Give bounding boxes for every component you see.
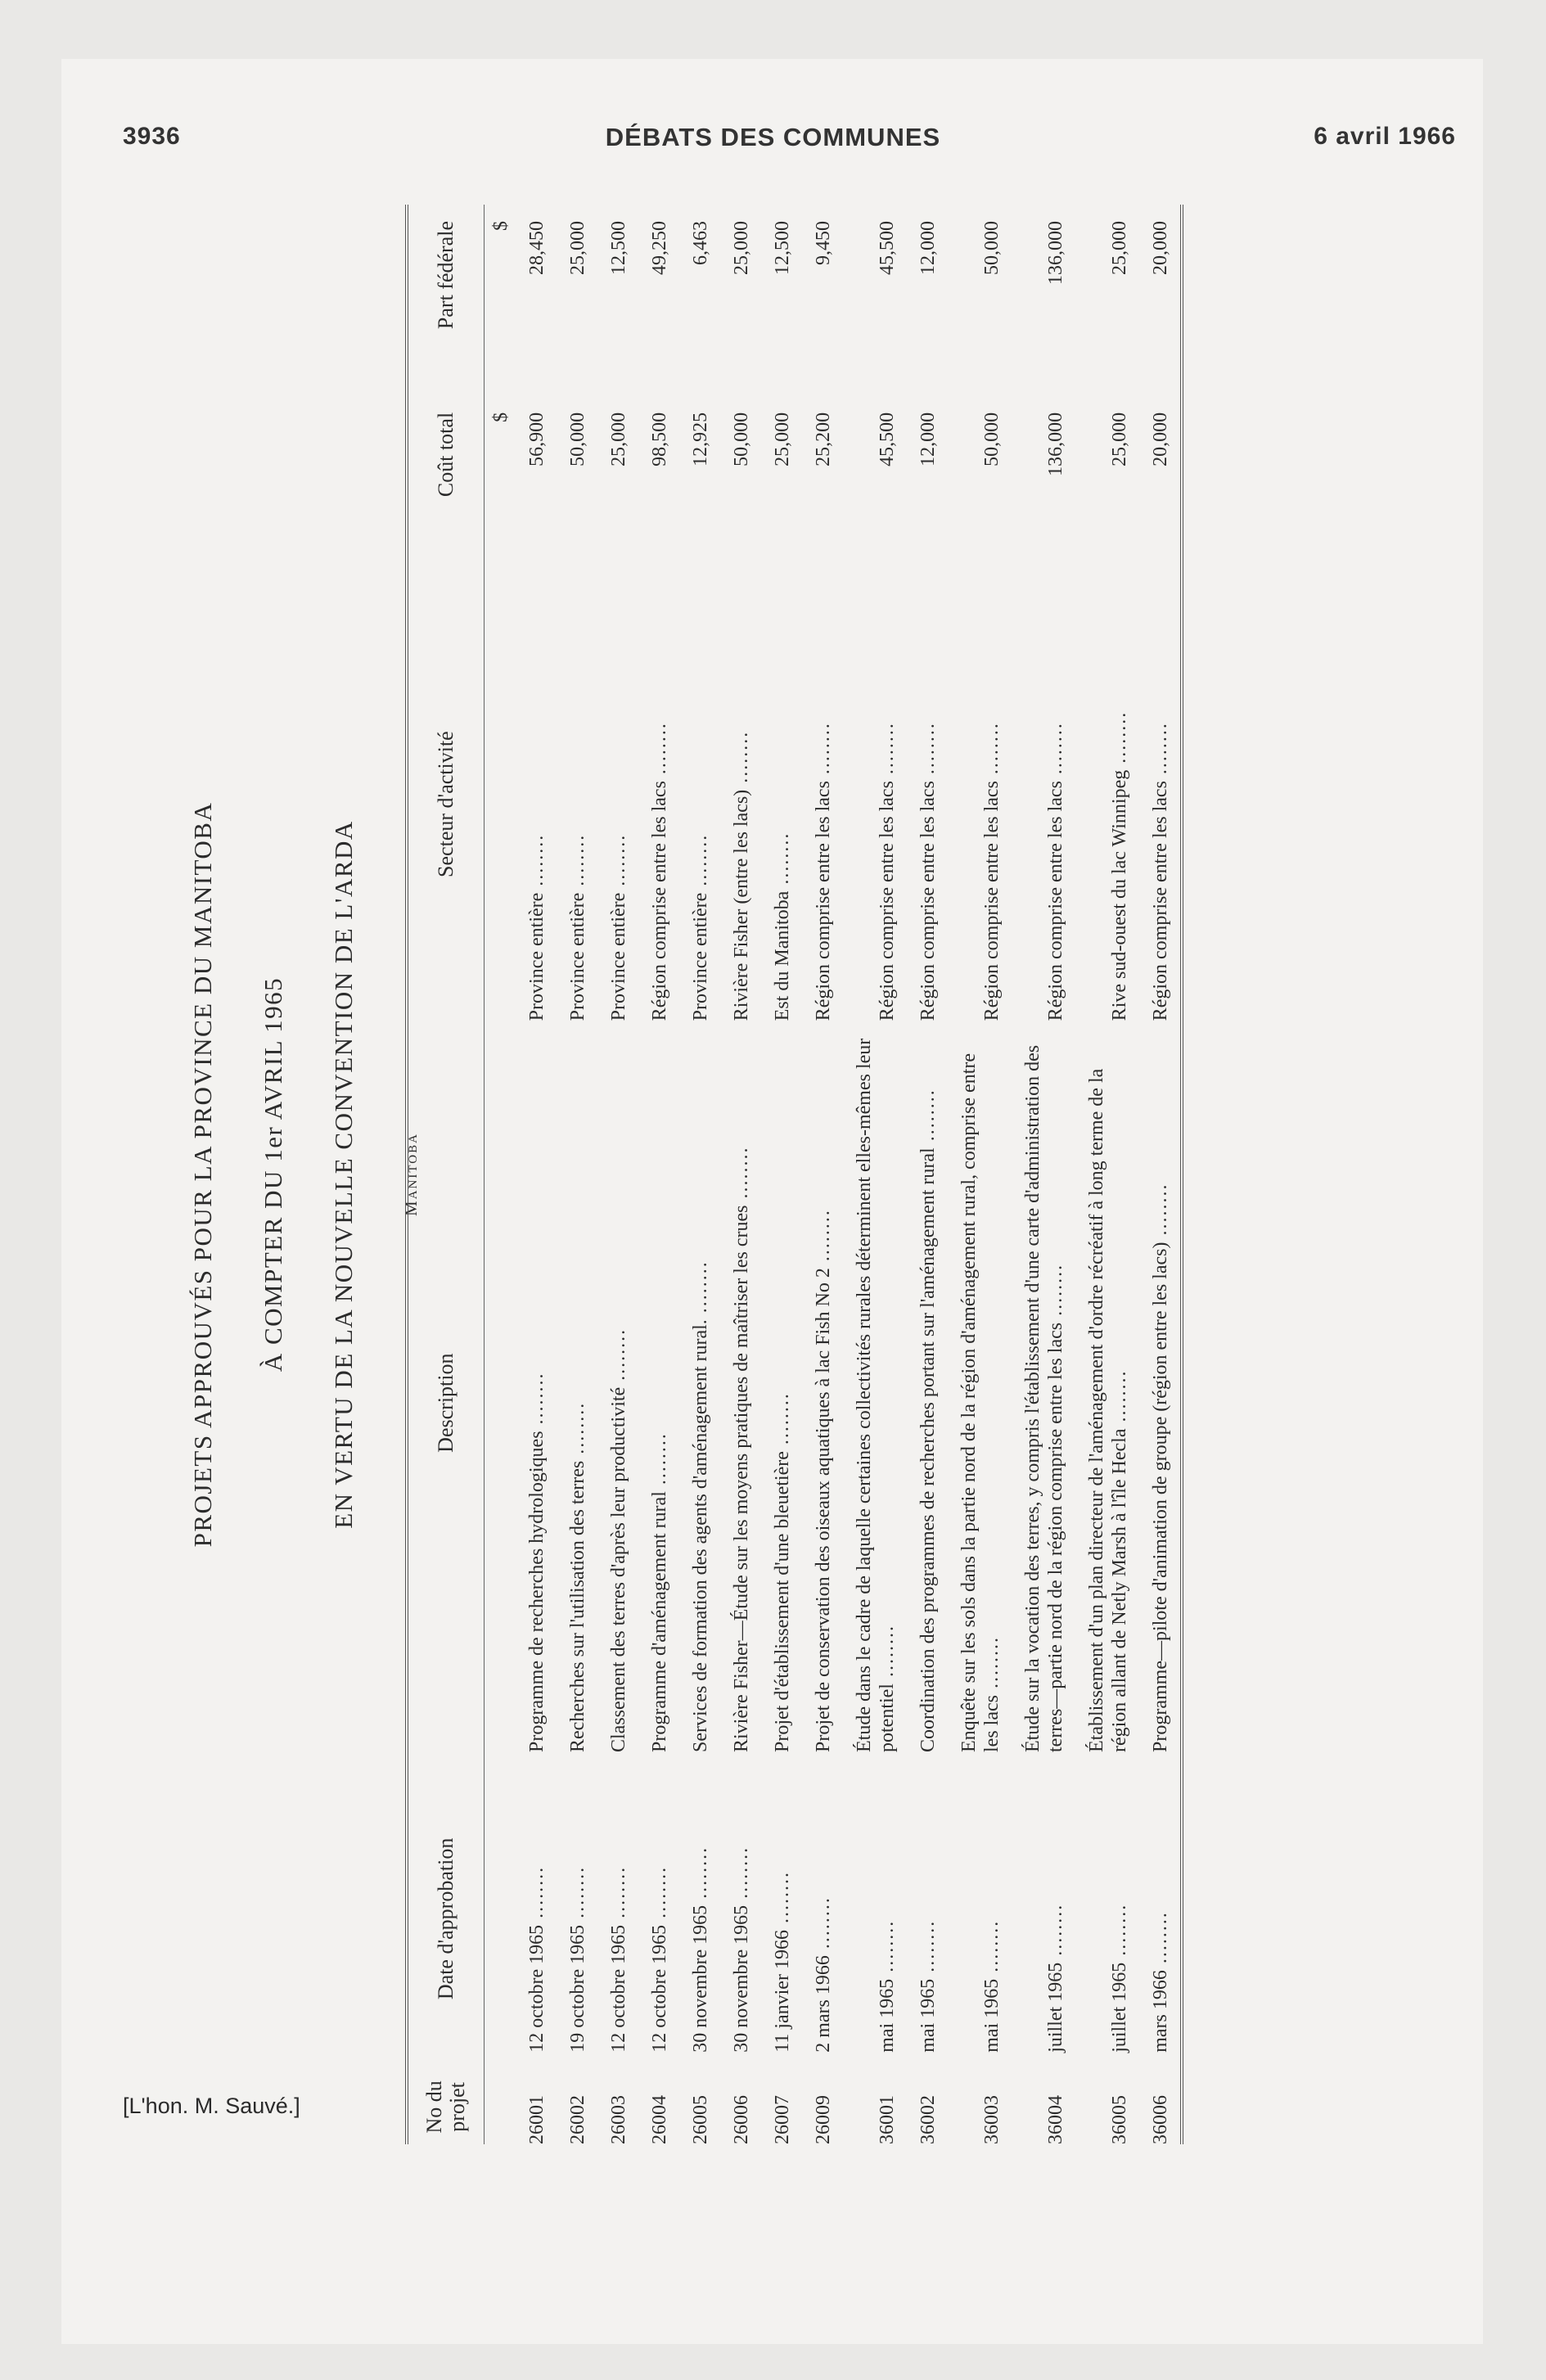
leader-dots: ........ — [608, 1865, 629, 1925]
total-cost-cell: 25,000 — [608, 412, 629, 467]
leader-dots: ........ — [526, 1372, 548, 1431]
leader-dots: ........ — [917, 1089, 939, 1148]
leader-dots: ........ — [526, 1865, 548, 1925]
approval-date-cell-text: 12 octobre 1965 — [526, 1924, 548, 2053]
sector-cell — [1139, 571, 1182, 1037]
description-cell-text: Coordination des programmes de recherches portant sur l'aménagement rural — [917, 1147, 939, 1752]
header-no: No du projet — [407, 2069, 485, 2144]
project-number-cell: 36003 — [981, 2095, 1003, 2144]
sector-cell-text: Région comprise entre les lacs — [981, 781, 1003, 1021]
approval-date-cell-text: juillet 1965 — [1109, 1962, 1130, 2053]
table-row — [597, 205, 638, 2144]
total-cost-cell: 12,925 — [690, 412, 711, 467]
total-cost-cell: 50,000 — [981, 412, 1003, 467]
leader-dots: ........ — [772, 1392, 793, 1452]
sector-cell-text: Province entière — [608, 892, 629, 1021]
sector-cell — [1075, 571, 1139, 1037]
description-cell-text: Projet d'établissement d'une bleuetière — [772, 1451, 793, 1752]
sector-cell — [679, 571, 720, 1037]
approval-date-cell — [1139, 1769, 1182, 2069]
description-cell-text: Services de formation des agents d'aménagement rural. — [690, 1319, 711, 1752]
leader-dots: ........ — [567, 1865, 588, 1925]
description-cell — [1075, 1037, 1139, 1769]
project-number-cell: 26004 — [649, 2095, 670, 2144]
leader-dots: ........ — [1109, 1369, 1130, 1429]
description-cell-text: Projet de conservation des oiseaux aquatiques à lac Fish No 2 — [813, 1268, 834, 1752]
federal-share-cell: 20,000 — [1139, 205, 1182, 380]
province-subtitle: Manitoba — [401, 1133, 421, 1216]
federal-share-cell: 50,000 — [981, 221, 1003, 275]
leader-dots: ........ — [690, 833, 711, 893]
header-cost: Coût total — [407, 380, 485, 571]
total-cost-cell: 45,500 — [877, 412, 898, 467]
project-number-cell: 26007 — [772, 2095, 793, 2144]
total-cost-cell: 25,000 — [772, 412, 793, 467]
leader-dots: ........ — [649, 1865, 670, 1925]
leader-dots: ........ — [981, 722, 1003, 782]
approval-date-cell-text: 11 janvier 1966 — [772, 1930, 793, 2053]
leader-dots: ........ — [526, 833, 548, 893]
publication-title: DÉBATS DES COMMUNES — [605, 123, 941, 151]
project-number-cell: 36005 — [1109, 2095, 1130, 2144]
leader-dots: ........ — [649, 1432, 670, 1492]
federal-share-cell: 28,450 — [526, 221, 548, 275]
description-cell-text: Étude sur la vocation des terres, y compris l'établissement d'une carte d'administration des terres—partie nord de la région comprise entre les lacs — [1022, 1044, 1066, 1752]
sector-cell — [720, 571, 761, 1037]
issue-date: 6 avril 1966 — [1314, 123, 1456, 150]
table-title-block — [168, 205, 446, 2144]
leader-dots: ........ — [608, 833, 629, 893]
sector-cell-text: Rive sud-ouest du lac Winnipeg — [1109, 769, 1130, 1021]
unit-federal: $ — [490, 221, 512, 231]
sector-cell — [907, 571, 948, 1037]
leader-dots: ........ — [1045, 1903, 1066, 1963]
speaker-attribution: [L'hon. M. Sauvé.] — [123, 2094, 300, 2118]
approval-date-cell — [802, 1769, 843, 2069]
table-row — [948, 205, 1012, 2144]
leader-dots: ........ — [981, 1919, 1003, 1979]
project-number-cell: 36001 — [877, 2095, 898, 2144]
description-cell — [761, 1037, 802, 1769]
sector-cell-text: Province entière — [690, 892, 711, 1021]
leader-dots: ........ — [877, 1625, 898, 1684]
leader-dots: ........ — [690, 1260, 711, 1320]
approval-date-cell — [638, 1769, 679, 2069]
table-row — [638, 205, 679, 2144]
description-cell — [802, 1037, 843, 1769]
sector-cell-text: Région comprise entre les lacs — [1150, 781, 1171, 1021]
leader-dots: ........ — [1045, 1263, 1066, 1323]
table-row — [516, 205, 557, 2144]
approval-date-cell-text: 19 octobre 1965 — [567, 1924, 588, 2053]
sector-cell — [843, 571, 907, 1037]
project-number-cell: 36006 — [1139, 2069, 1182, 2144]
description-cell-text: Établissement d'un plan directeur de l'aménagement d'ordre récréatif à long terme de la région allant de Netly Marsh à l'île Hecla — [1086, 1068, 1130, 1752]
leader-dots: ........ — [567, 833, 588, 893]
total-cost-cell: 136,000 — [1045, 412, 1066, 476]
project-number-cell: 26003 — [608, 2095, 629, 2144]
sector-cell — [557, 571, 597, 1037]
approval-date-cell-text: 30 novembre 1965 — [731, 1904, 752, 2053]
description-cell — [948, 1037, 1012, 1769]
leader-dots: ........ — [608, 1327, 629, 1387]
approval-date-cell — [907, 1769, 948, 2069]
description-cell — [679, 1037, 720, 1769]
description-cell-text: Classement des terres d'après leur productivité — [608, 1386, 629, 1752]
approval-date-cell — [597, 1769, 638, 2069]
sector-cell — [1012, 571, 1075, 1037]
description-cell — [1012, 1037, 1075, 1769]
description-cell — [907, 1037, 948, 1769]
title-line-1: PROJETS APPROUVÉS POUR LA PROVINCE DU MANITOBA — [188, 801, 217, 1548]
leader-dots: ........ — [731, 1846, 752, 1905]
approval-date-cell — [1075, 1769, 1139, 2069]
leader-dots: ........ — [917, 1919, 939, 1979]
title-line-3: EN VERTU DE LA NOUVELLE CONVENTION DE L'ARDA — [329, 820, 358, 1529]
sector-cell — [802, 571, 843, 1037]
sector-cell-text: Province entière — [526, 892, 548, 1021]
approval-date-cell-text: 12 octobre 1965 — [608, 1924, 629, 2053]
federal-share-cell: 9,450 — [813, 221, 834, 265]
description-cell — [638, 1037, 679, 1769]
table-row — [557, 205, 597, 2144]
federal-share-cell: 25,000 — [1109, 221, 1130, 275]
sector-cell-text: Est du Manitoba — [772, 890, 793, 1021]
description-cell — [597, 1037, 638, 1769]
project-number-cell: 26005 — [690, 2095, 711, 2144]
approval-date-cell-text: mai 1965 — [877, 1978, 898, 2053]
projects-table — [405, 205, 1183, 2144]
approval-date-cell — [948, 1769, 1012, 2069]
federal-share-cell: 25,000 — [731, 221, 752, 275]
total-cost-cell: 50,000 — [731, 412, 752, 467]
sector-cell-text: Région comprise entre les lacs — [649, 781, 670, 1021]
description-cell-text: Programme de recherches hydrologiques — [526, 1431, 548, 1752]
units-row — [485, 205, 516, 2144]
federal-share-cell: 25,000 — [567, 221, 588, 275]
total-cost-cell: 12,000 — [917, 412, 939, 467]
description-cell — [557, 1037, 597, 1769]
sector-cell-text: Région comprise entre les lacs — [917, 781, 939, 1021]
total-cost-cell: 25,200 — [813, 412, 834, 467]
project-number-cell: 26001 — [526, 2095, 548, 2144]
leader-dots: ........ — [1150, 1911, 1171, 1971]
header-federal: Part fédérale — [407, 205, 485, 380]
federal-share-cell: 12,500 — [608, 221, 629, 275]
table-row — [761, 205, 802, 2144]
table-row — [802, 205, 843, 2144]
title-line-2: À COMPTER DU 1er AVRIL 1965 — [259, 976, 287, 1373]
table-row — [679, 205, 720, 2144]
table-row — [1075, 205, 1139, 2144]
sector-cell-text: Région comprise entre les lacs — [1045, 781, 1066, 1021]
total-cost-cell: 20,000 — [1139, 380, 1182, 571]
total-cost-cell: 56,900 — [526, 412, 548, 467]
federal-share-cell: 6,463 — [690, 221, 711, 265]
leader-dots: ........ — [813, 1896, 834, 1956]
project-number-cell: 26002 — [567, 2095, 588, 2144]
federal-share-cell: 136,000 — [1045, 221, 1066, 285]
approval-date-cell-text: 2 mars 1966 — [813, 1955, 834, 2053]
leader-dots: ........ — [772, 832, 793, 891]
sector-cell — [516, 571, 557, 1037]
leader-dots: ........ — [877, 1919, 898, 1979]
leader-dots: ........ — [567, 1401, 588, 1461]
header-description: Description — [407, 1037, 485, 1769]
page-number: 3936 — [123, 123, 181, 150]
leader-dots: ........ — [813, 1209, 834, 1269]
approval-date-cell — [679, 1769, 720, 2069]
description-cell-text: Enquête sur les sols dans la partie nord de la région d'aménagement rural, comprise entre les lacs — [958, 1053, 1003, 1752]
table-row — [1012, 205, 1075, 2144]
table-row — [843, 205, 907, 2144]
approval-date-cell — [1012, 1769, 1075, 2069]
approval-date-cell-text: juillet 1965 — [1045, 1962, 1066, 2053]
description-cell — [1139, 1037, 1182, 1769]
project-number-cell: 36004 — [1045, 2095, 1066, 2144]
leader-dots: ........ — [917, 722, 939, 782]
description-cell — [843, 1037, 907, 1769]
federal-share-cell: 12,500 — [772, 221, 793, 275]
leader-dots: ........ — [731, 1146, 752, 1206]
approval-date-cell-text: mars 1966 — [1150, 1970, 1171, 2053]
rotated-table-region — [168, 205, 1395, 2144]
sector-cell-text: Rivière Fisher (entre les lacs) — [731, 789, 752, 1021]
approval-date-cell — [720, 1769, 761, 2069]
approval-date-cell — [557, 1769, 597, 2069]
leader-dots: ........ — [690, 1846, 711, 1905]
total-cost-cell: 25,000 — [1109, 412, 1130, 467]
description-cell-text: Programme—pilote d'animation de groupe (région entre les lacs) — [1150, 1242, 1171, 1752]
sector-cell-text: Région comprise entre les lacs — [813, 781, 834, 1021]
approval-date-cell-text: mai 1965 — [981, 1978, 1003, 2053]
sector-cell-text: Région comprise entre les lacs — [877, 781, 898, 1021]
description-cell-text: Étude dans le cadre de laquelle certaines collectivités rurales déterminent elles-mêmes leur potentiel — [854, 1038, 898, 1752]
project-number-cell: 26009 — [813, 2095, 834, 2144]
project-number-cell: 26006 — [731, 2095, 752, 2144]
leader-dots: ........ — [813, 722, 834, 782]
leader-dots: ........ — [1109, 710, 1130, 770]
leader-dots: ........ — [1045, 722, 1066, 782]
table-row — [907, 205, 948, 2144]
total-cost-cell: 98,500 — [649, 412, 670, 467]
approval-date-cell-text: 12 octobre 1965 — [649, 1924, 670, 2053]
header-date: Date d'approbation — [407, 1769, 485, 2069]
approval-date-cell-text: 30 novembre 1965 — [690, 1904, 711, 2053]
leader-dots: ........ — [649, 722, 670, 782]
unit-cost: $ — [490, 412, 512, 422]
approval-date-cell-text: mai 1965 — [917, 1978, 939, 2053]
description-cell-text: Rivière Fisher—Étude sur les moyens pratiques de maîtriser les crues — [731, 1205, 752, 1752]
table-row — [720, 205, 761, 2144]
description-cell-text: Programme d'aménagement rural — [649, 1491, 670, 1752]
approval-date-cell — [516, 1769, 557, 2069]
federal-share-cell: 49,250 — [649, 221, 670, 275]
leader-dots: ........ — [877, 722, 898, 782]
sector-cell — [948, 571, 1012, 1037]
sector-cell — [761, 571, 802, 1037]
project-number-cell: 36002 — [917, 2095, 939, 2144]
federal-share-cell: 12,000 — [917, 221, 939, 275]
sector-cell-text: Province entière — [567, 892, 588, 1021]
total-cost-cell: 50,000 — [567, 412, 588, 467]
header-sector: Secteur d'activité — [407, 571, 485, 1037]
description-cell-text: Recherches sur l'utilisation des terres — [567, 1460, 588, 1752]
approval-date-cell — [761, 1769, 802, 2069]
federal-share-cell: 45,500 — [877, 221, 898, 275]
sector-cell — [638, 571, 679, 1037]
leader-dots: ........ — [731, 730, 752, 790]
leader-dots: ........ — [1150, 722, 1171, 782]
description-cell — [516, 1037, 557, 1769]
leader-dots: ........ — [981, 1636, 1003, 1696]
table-row — [1139, 205, 1182, 2144]
leader-dots: ........ — [772, 1871, 793, 1931]
description-cell — [720, 1037, 761, 1769]
sector-cell — [597, 571, 638, 1037]
leader-dots: ........ — [1150, 1183, 1171, 1242]
approval-date-cell — [843, 1769, 907, 2069]
leader-dots: ........ — [1109, 1903, 1130, 1963]
table-header-row — [407, 205, 485, 2144]
